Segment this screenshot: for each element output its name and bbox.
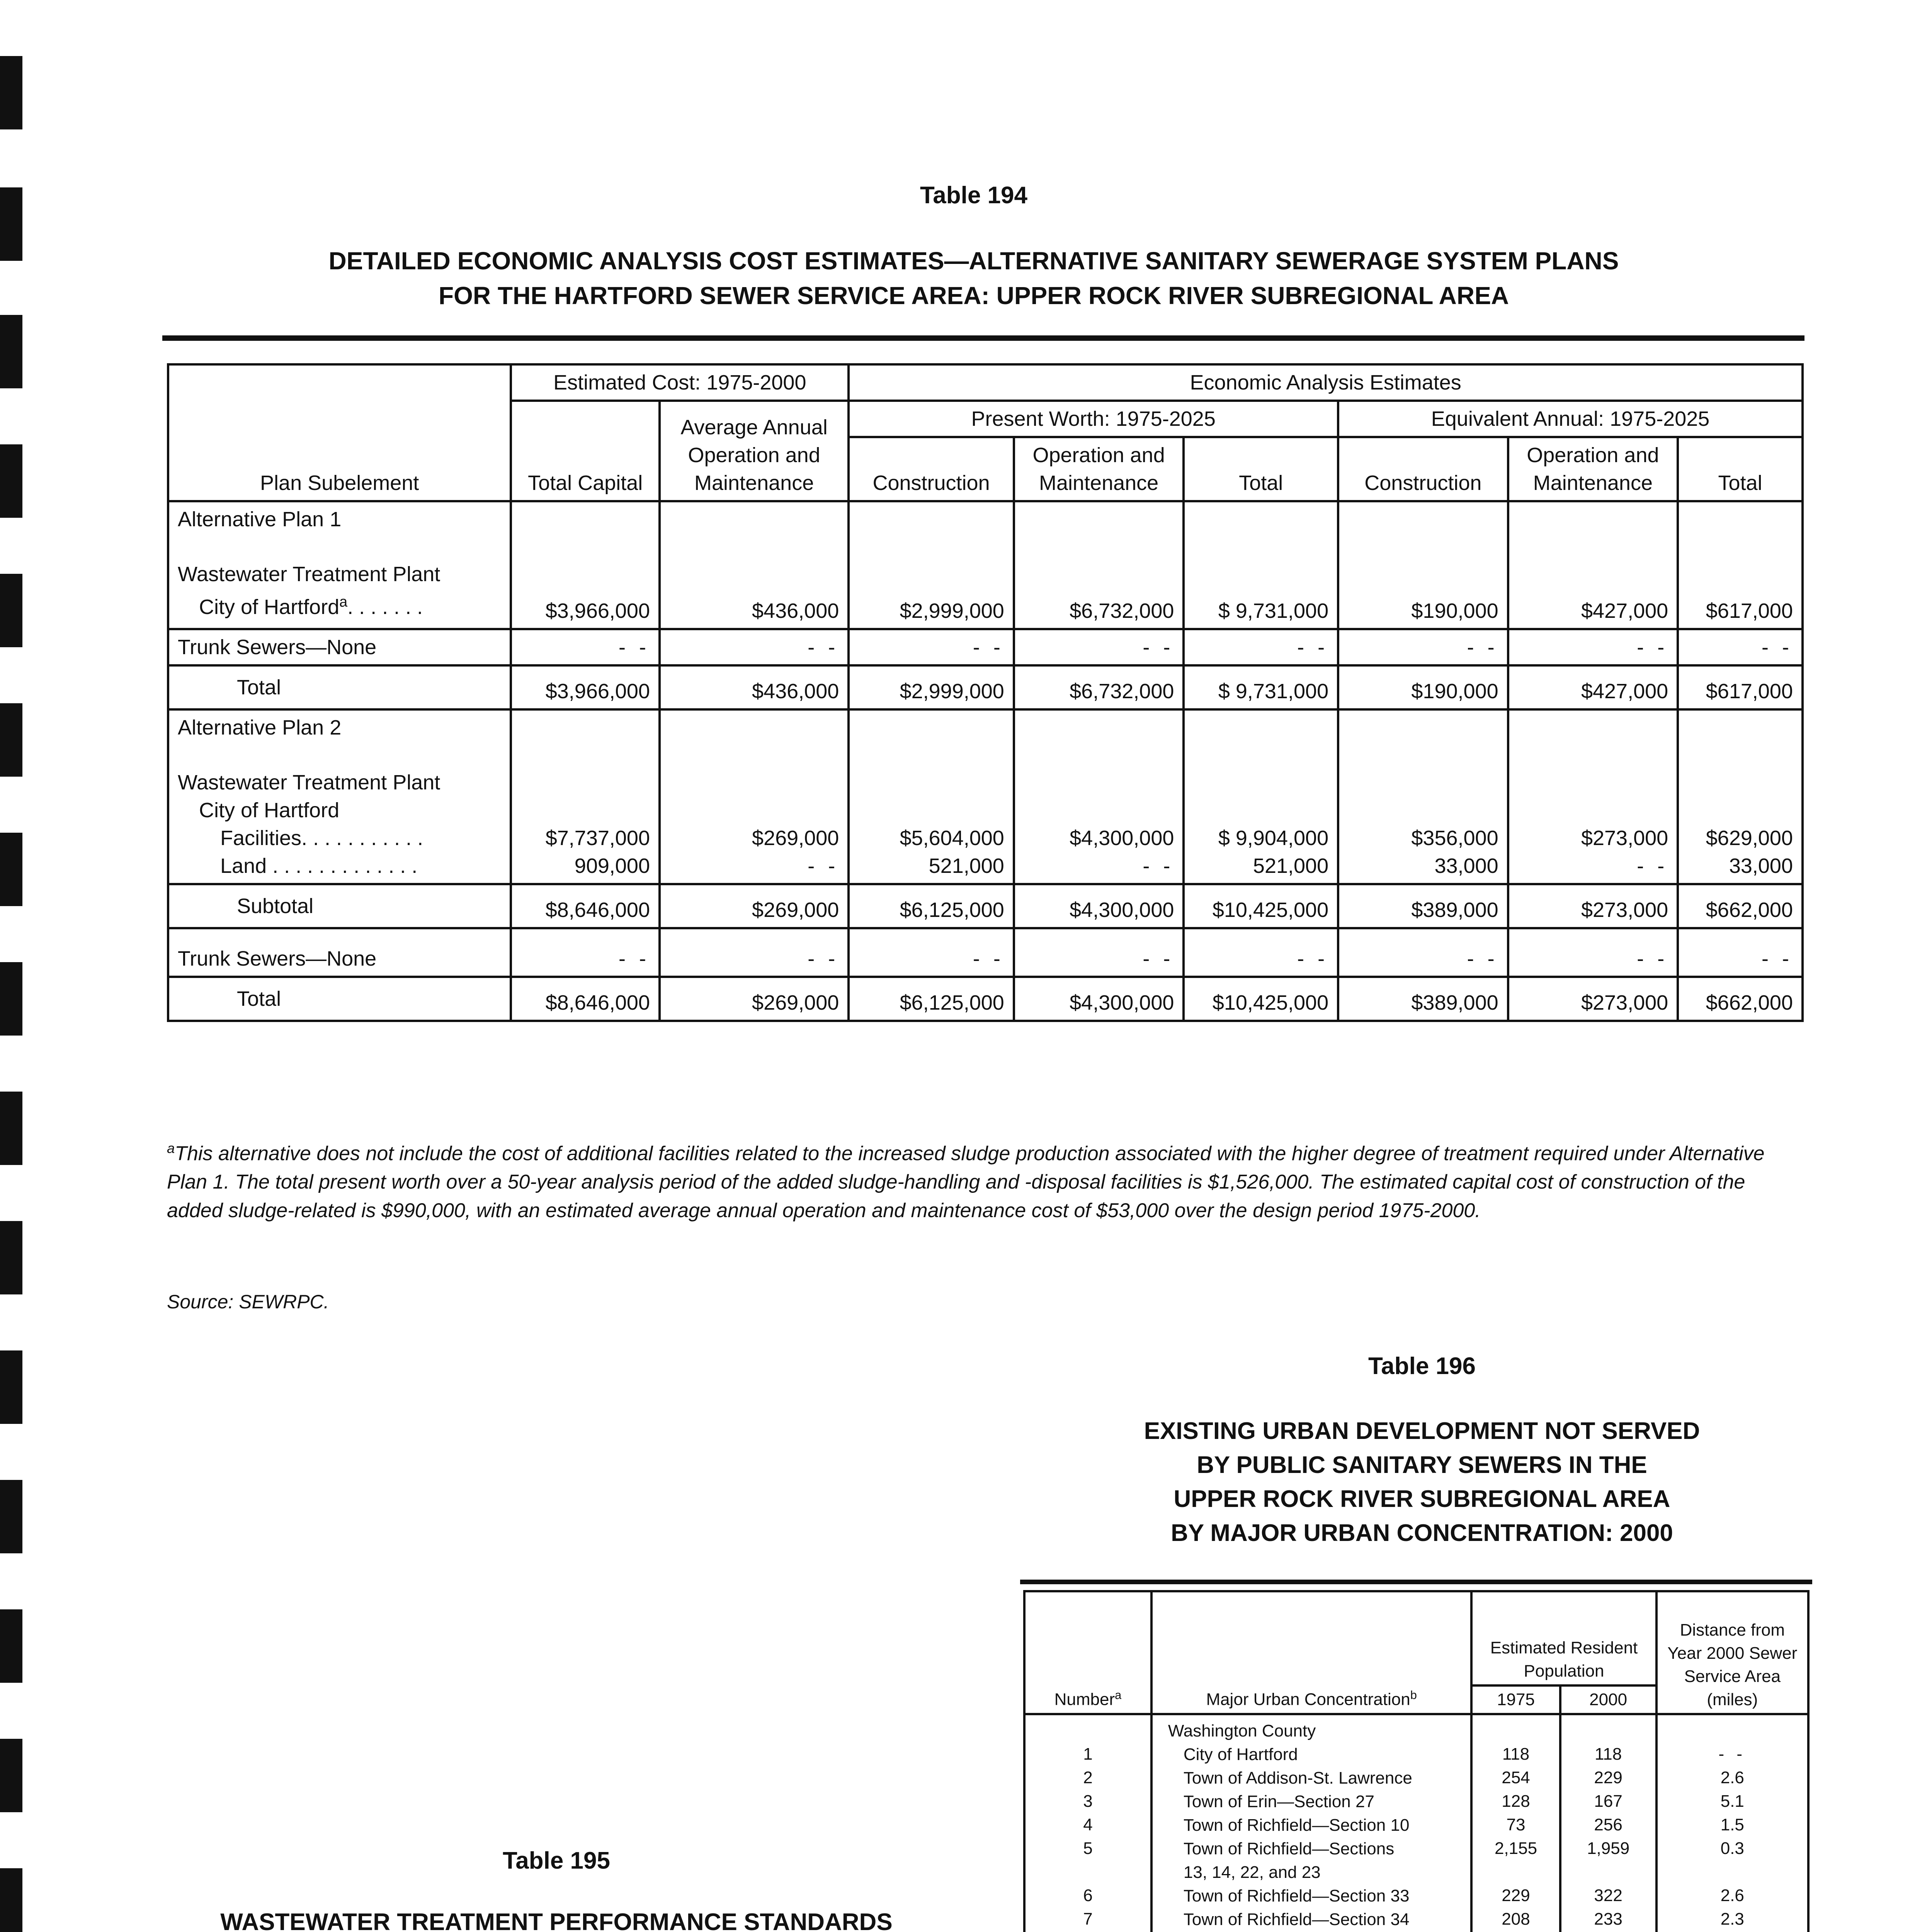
header-pw-total: Total <box>1184 437 1338 501</box>
row-name: City of Hartford <box>1183 1745 1298 1764</box>
table-row <box>168 501 1803 629</box>
distance: 5.1 <box>1720 1792 1744 1811</box>
distance: - - <box>1718 1745 1747 1764</box>
plan2-trunk-label: Trunk Sewers—None <box>168 928 511 977</box>
cell: - - <box>808 854 839 878</box>
table194-footnote <box>167 1134 1798 1225</box>
cell: $6,732,000 <box>1014 665 1184 709</box>
pop-1975: 128 <box>1502 1792 1530 1811</box>
cell: $4,300,000 <box>1014 977 1184 1021</box>
table196-title <box>1012 1414 1832 1550</box>
pop-2000: 167 <box>1594 1792 1622 1811</box>
binding-mark <box>0 1868 22 1932</box>
cell: $3,966,000 <box>511 665 660 709</box>
cell: 33,000 <box>1729 854 1793 878</box>
row-name: Town of Richfield—Section 34 <box>1183 1910 1410 1929</box>
cell: 521,000 <box>1253 854 1329 878</box>
row-name: Town of Richfield—Sections 13, 14, 22, and 23 <box>1183 1839 1395 1882</box>
header-ea-om: Operation and Maintenance <box>1508 437 1678 501</box>
binding-mark <box>0 56 22 129</box>
cell: - - <box>1338 928 1508 977</box>
row-name: Town of Addison-St. Lawrence <box>1183 1769 1412 1787</box>
binding-mark <box>0 444 22 518</box>
binding-mark <box>0 1609 22 1683</box>
table194-top-rule <box>162 335 1804 341</box>
plan2-subtotal-label: Subtotal <box>168 884 511 928</box>
binding-mark <box>0 703 22 777</box>
table196-label: Table 196 <box>1368 1353 1476 1379</box>
header-ea-construction: Construction <box>1338 437 1508 501</box>
cell: $662,000 <box>1678 884 1803 928</box>
cell: $436,000 <box>660 501 849 629</box>
cell: $273,000 <box>1508 884 1678 928</box>
row-name: Town of Richfield—Section 10 <box>1183 1816 1410 1835</box>
cell: $617,000 <box>1678 501 1803 629</box>
cell: 33,000 <box>1434 854 1498 878</box>
cell: $7,737,000 <box>545 827 650 850</box>
cell: $389,000 <box>1338 884 1508 928</box>
cell: $269,000 <box>752 827 839 850</box>
binding-mark <box>0 1480 22 1553</box>
header-ea-total: Total <box>1678 437 1803 501</box>
row-number: 2 <box>1083 1768 1093 1787</box>
plan2-land-label: Land . . . . . . . . . . . . . <box>220 854 418 878</box>
cell: - - <box>660 629 849 665</box>
county-label: Washington County <box>1168 1721 1316 1740</box>
cell: $427,000 <box>1508 501 1678 629</box>
cell: $6,732,000 <box>1014 501 1184 629</box>
cell: - - <box>511 928 660 977</box>
row-number: 3 <box>1083 1792 1093 1811</box>
plan2-total-label: Total <box>168 977 511 1021</box>
cell: $2,999,000 <box>849 501 1014 629</box>
cell: $6,125,000 <box>849 977 1014 1021</box>
cell: $629,000 <box>1706 827 1793 850</box>
binding-mark <box>0 962 22 1036</box>
plan1-hartford-label: City of Hartford <box>199 595 340 619</box>
pop-1975: 73 <box>1506 1815 1526 1834</box>
binding-mark <box>0 833 22 906</box>
binding-mark <box>0 315 22 388</box>
distance: 2.6 <box>1720 1768 1744 1787</box>
row-number: 7 <box>1083 1910 1093 1929</box>
row-name: Town of Richfield—Section 33 <box>1183 1886 1410 1905</box>
table-row <box>168 884 1803 928</box>
distance: 2.6 <box>1720 1886 1744 1905</box>
table195-title <box>155 1905 958 1932</box>
table196-title-line: EXISTING URBAN DEVELOPMENT NOT SERVED <box>1144 1418 1700 1444</box>
cell: $190,000 <box>1338 501 1508 629</box>
binding-mark <box>0 1350 22 1424</box>
pop-2000: 256 <box>1594 1815 1622 1834</box>
cell: - - <box>1678 629 1803 665</box>
cell: - - <box>1508 928 1678 977</box>
plan1-wtp-label: Wastewater Treatment Plant <box>178 563 440 586</box>
cell: - - <box>1184 629 1338 665</box>
cell: $4,300,000 <box>1014 884 1184 928</box>
cell: $ 9,904,000 <box>1218 827 1329 850</box>
cell: $10,425,000 <box>1184 884 1338 928</box>
cell: $3,966,000 <box>511 501 660 629</box>
pop-2000: 233 <box>1594 1910 1622 1929</box>
cell: - - <box>660 928 849 977</box>
plan1-total-label: Total <box>168 665 511 709</box>
plan1-trunk-label: Trunk Sewers—None <box>168 629 511 665</box>
table-row <box>168 709 1803 884</box>
dot-leader: . . . . . . . <box>347 595 423 619</box>
cell: $436,000 <box>660 665 849 709</box>
cell: $4,300,000 <box>1070 827 1174 850</box>
table-row <box>168 665 1803 709</box>
cell: - - <box>1678 928 1803 977</box>
cell: $ 9,731,000 <box>1184 665 1338 709</box>
header-present-worth: Present Worth: 1975-2025 <box>849 401 1338 437</box>
cell: - - <box>1014 629 1184 665</box>
table194-title <box>155 243 1793 313</box>
header-number: Number <box>1054 1690 1115 1709</box>
cell: $662,000 <box>1678 977 1803 1021</box>
distance: 1.5 <box>1720 1815 1744 1834</box>
cell: 521,000 <box>929 854 1004 878</box>
cell: - - <box>1143 854 1174 878</box>
binding-mark <box>0 1221 22 1294</box>
table196-top-rule <box>1020 1580 1812 1584</box>
header-plan-subelement: Plan Subelement <box>168 364 511 501</box>
cell: $389,000 <box>1338 977 1508 1021</box>
cell: $356,000 <box>1411 827 1498 850</box>
cell: - - <box>1637 854 1668 878</box>
binding-mark <box>0 1092 22 1165</box>
row-number: 1 <box>1083 1745 1093 1764</box>
cell: $273,000 <box>1508 977 1678 1021</box>
table195-title-line: WASTEWATER TREATMENT PERFORMANCE STANDARDS <box>220 1909 893 1932</box>
footnote-a-marker: a <box>339 594 348 610</box>
header-pw-om: Operation and Maintenance <box>1014 437 1184 501</box>
distance: 2.3 <box>1720 1910 1744 1929</box>
cell: $8,646,000 <box>511 977 660 1021</box>
plan2-facilities-label: Facilities. . . . . . . . . . . <box>220 827 423 850</box>
cell: $269,000 <box>660 884 849 928</box>
distance: 0.3 <box>1720 1839 1744 1858</box>
pop-2000: 229 <box>1594 1768 1622 1787</box>
header-population: Estimated Resident Population <box>1471 1591 1656 1685</box>
cell: - - <box>1014 928 1184 977</box>
pop-2000: 322 <box>1594 1886 1622 1905</box>
binding-mark <box>0 187 22 261</box>
table-row <box>168 928 1803 977</box>
cell: $6,125,000 <box>849 884 1014 928</box>
pop-2000: 1,959 <box>1587 1839 1630 1858</box>
cell: - - <box>849 928 1014 977</box>
pop-1975: 208 <box>1502 1910 1530 1929</box>
footnote-text: This alternative does not include the cost of additional facilities related to the increased sludge production associated with the higher degree of treatment required under Alternative Plan 1. The total present worth over a 50-year analysis period of the added sludge-handling and -disposal facilities is $1,526,000. The estimated capital cost of construction of the added sludge-related is $990,000, with an estimated average annual operation and maintenance cost of $53,000 over the design period 1975-2000. <box>167 1142 1765 1222</box>
header-estimated-cost: Estimated Cost: 1975-2000 <box>511 364 849 401</box>
table196 <box>1023 1590 1810 1932</box>
cell: - - <box>849 629 1014 665</box>
cell: $273,000 <box>1581 827 1668 850</box>
cell: $2,999,000 <box>849 665 1014 709</box>
cell: - - <box>511 629 660 665</box>
header-pw-construction: Construction <box>849 437 1014 501</box>
cell: - - <box>1184 928 1338 977</box>
header-concentration: Major Urban Concentration <box>1206 1690 1410 1709</box>
table196-title-line: BY MAJOR URBAN CONCENTRATION: 2000 <box>1171 1520 1673 1546</box>
header-1975: 1975 <box>1471 1685 1560 1714</box>
binding-mark <box>0 1739 22 1812</box>
pop-1975: 2,155 <box>1494 1839 1537 1858</box>
cell: $427,000 <box>1508 665 1678 709</box>
table-row <box>168 629 1803 665</box>
row-name: Town of Erin—Section 27 <box>1183 1792 1374 1811</box>
pop-1975: 254 <box>1502 1768 1530 1787</box>
table194-source: Source: SEWRPC. <box>167 1291 329 1313</box>
header-2000: 2000 <box>1560 1685 1656 1714</box>
footnote-marker: a <box>167 1140 175 1156</box>
binding-mark <box>0 574 22 647</box>
table194-label: Table 194 <box>920 182 1027 209</box>
table-row <box>1024 1714 1808 1932</box>
header-distance: Distance from Year 2000 Sewer Service Area (miles) <box>1656 1591 1808 1714</box>
plan2-wtp-label: Wastewater Treatment Plant <box>178 771 440 794</box>
table195-label: Table 195 <box>502 1847 610 1874</box>
cell: $269,000 <box>660 977 849 1021</box>
row-number: 6 <box>1083 1886 1093 1905</box>
header-economic-estimates: Economic Analysis Estimates <box>849 364 1803 401</box>
footnote-a-marker: a <box>1115 1688 1122 1702</box>
pop-1975: 229 <box>1502 1886 1530 1905</box>
plan1-heading: Alternative Plan 1 <box>178 508 342 531</box>
header-equivalent-annual: Equivalent Annual: 1975-2025 <box>1338 401 1803 437</box>
cell: - - <box>1508 629 1678 665</box>
cell: $5,604,000 <box>900 827 1004 850</box>
cell: $617,000 <box>1678 665 1803 709</box>
plan2-hartford-label: City of Hartford <box>199 799 340 822</box>
footnote-b-marker: b <box>1410 1688 1417 1702</box>
pop-1975: 118 <box>1502 1745 1530 1764</box>
header-total-capital: Total Capital <box>511 401 660 501</box>
cell: $8,646,000 <box>511 884 660 928</box>
plan2-heading: Alternative Plan 2 <box>178 716 342 739</box>
table194-title-line2: FOR THE HARTFORD SEWER SERVICE AREA: UPPER ROCK RIVER SUBREGIONAL AREA <box>439 282 1509 310</box>
cell: $190,000 <box>1338 665 1508 709</box>
table194-title-line1: DETAILED ECONOMIC ANALYSIS COST ESTIMATES—ALTERNATIVE SANITARY SEWERAGE SYSTEM PLANS <box>328 247 1619 275</box>
table-row <box>168 977 1803 1021</box>
table196-title-line: UPPER ROCK RIVER SUBREGIONAL AREA <box>1173 1486 1670 1512</box>
table196-title-line: BY PUBLIC SANITARY SEWERS IN THE <box>1197 1452 1647 1478</box>
cell: - - <box>1338 629 1508 665</box>
pop-2000: 118 <box>1595 1745 1622 1764</box>
cell: $ 9,731,000 <box>1184 501 1338 629</box>
row-number: 4 <box>1083 1815 1093 1834</box>
row-number: 5 <box>1083 1839 1093 1858</box>
table194 <box>167 363 1804 1022</box>
cell: $10,425,000 <box>1184 977 1338 1021</box>
header-avg-annual-om: Average Annual Operation and Maintenance <box>660 401 849 501</box>
cell: 909,000 <box>574 854 650 878</box>
